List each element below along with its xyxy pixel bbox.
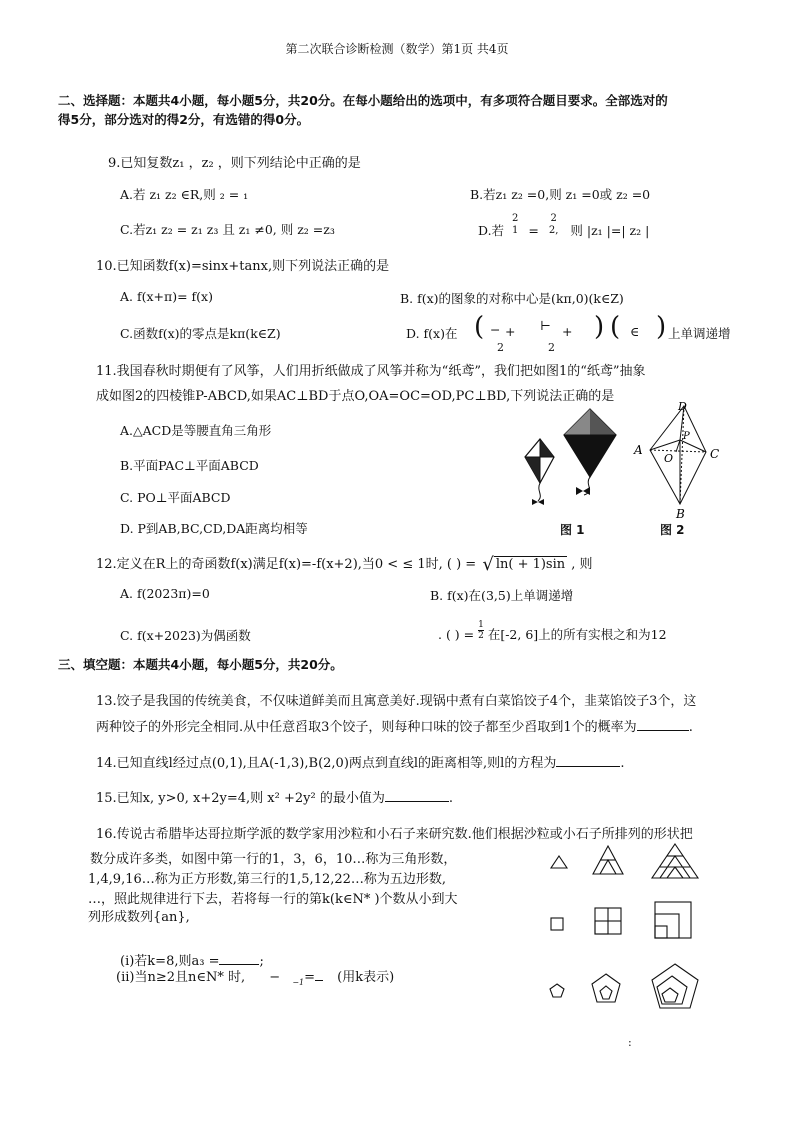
q11-option-a: A.△ACD是等腰直角三角形 [120, 423, 272, 438]
q10-d-paren2-left: ( [610, 312, 621, 342]
page-header: 第二次联合诊断检测（数学）第1页 共4页 [285, 42, 509, 56]
q15-answer-blank[interactable] [385, 789, 449, 802]
big-kite [564, 409, 616, 495]
q16-part2-text: (ii)当n≥2且n∈N* 时, [116, 970, 246, 985]
figurate-numbers-figure [540, 840, 720, 1030]
q16-part1-blank[interactable] [219, 952, 259, 965]
q10-d-bar: ⊢ [540, 318, 551, 333]
q16-line3: 1,4,9,16…称为正方形数,第三行的1,5,12,22…称为五边形数, [88, 872, 447, 887]
q9-d-fraction-1 [512, 213, 518, 237]
pentagon-2 [592, 974, 620, 1002]
fig2-label-a: A [634, 443, 643, 457]
q12-d-prefix: . ( ) = [438, 627, 475, 642]
square-1 [551, 918, 563, 930]
pentagon-3 [652, 964, 698, 1008]
q16-part2-note: (用k表示) [337, 970, 395, 985]
q9-option-b: B.若z₁ z₂ =0,则 z₁ =0或 z₂ =0 [470, 187, 651, 202]
q10-d-plus-2: + [562, 324, 573, 339]
q10-d-element-of: ∈ [630, 324, 640, 339]
q16-line2: 数分成许多类，如图中第一行的1，3，6，10…称为三角形数， [90, 852, 457, 867]
section-3-title: 三、填空题：本题共4小题，每小题5分，共20分。 [58, 657, 343, 672]
q16-line1: 16.传说古希腊毕达哥拉斯学派的数学家用沙粒和小石子来研究数.他们根据沙粒或小石子所排列的形状把 [96, 827, 693, 842]
q9-d-frac1-top: 2 [512, 213, 519, 224]
q13-line2 [96, 716, 693, 735]
q11-option-b: B.平面PAC⊥平面ABCD [120, 458, 259, 473]
q16-line5: 列形成数列{an}, [88, 910, 190, 925]
q14 [96, 752, 624, 771]
section-2-instructions-line2: 得5分，部分选对的得2分，有选错的得0分。 [58, 112, 310, 127]
fig2-label-b: B [676, 507, 685, 520]
triangle-1 [551, 856, 567, 868]
pentagon-1 [550, 984, 564, 997]
q10-option-b: B. f(x)的图象的对称中心是(kπ,0)(k∈Z) [400, 291, 624, 306]
q16-part2-blank[interactable] [315, 970, 323, 981]
fig2-label-d: D [678, 400, 687, 413]
fig2-label-p: P [683, 431, 690, 442]
figure-2-pyramid [620, 400, 728, 520]
q14-text: 14.已知直线l经过点(0,1),且A(-1,3),B(2,0)两点到直线l的距离相等,则l的方程为 [96, 756, 557, 771]
q14-end: . [620, 756, 625, 771]
q10-d-paren-right: ) [594, 312, 605, 342]
q10-d-sub-1: 2 [497, 341, 504, 354]
q10-option-d-prefix: D. f(x)在 [406, 326, 458, 341]
q9-option-a: A.若 z₁ z₂ ∈R,则 ₂ = ₁ [120, 187, 249, 202]
q13-line1: 13.饺子是我国的传统美食，不仅味道鲜美而且寓意美好.现锅中煮有白菜馅饺子4个，韭菜馅饺子3个，这 [96, 694, 697, 709]
q16-part2-minus: − [269, 970, 281, 985]
q10-d-post: 上单调递增 [668, 326, 731, 341]
q9-stem: 9.已知复数z₁ ，z₂ ，则下列结论中正确的是 [108, 156, 361, 171]
stray-mark: : [628, 1036, 632, 1049]
q12-option-d [438, 620, 667, 641]
q11-option-d: D. P到AB,BC,CD,DA距离均相等 [120, 521, 308, 536]
fig2-label-c: C [710, 447, 720, 461]
fig2-label-o: O [664, 452, 674, 465]
q9-d-fraction-2 [549, 213, 559, 237]
q12-d-half-bot: 2 [478, 631, 484, 641]
q12-stem-prefix: 12.定义在R上的奇函数f(x)满足f(x)=-f(x+2),当0 < ≤ 1时, ( ) = [96, 557, 477, 572]
q16-part2 [116, 966, 394, 985]
q12-stem-suffix: , 则 [571, 557, 593, 572]
section-2-instructions-line1: 二、选择题：本题共4小题，每小题5分，共20分。在每小题给出的选项中，有多项符合题目要求。全部选对的 [58, 93, 668, 108]
q12-option-b: B. f(x)在(3,5)上单调递增 [430, 588, 574, 603]
q10-d-paren2-right: ) [656, 312, 667, 342]
q15 [96, 787, 453, 806]
q16-line4: …，照此规律进行下去，若将每一行的第k(k∈N* )个数从小到大 [88, 892, 458, 907]
q9-d-post: 则 |z₁ |=| z₂ | [570, 222, 650, 238]
q12-d-half [478, 620, 484, 641]
q15-end: . [448, 791, 453, 806]
sqrt-icon: √ [482, 554, 494, 575]
q13-answer-blank[interactable] [637, 718, 689, 731]
q12-option-a: A. f(2023π)=0 [120, 586, 210, 601]
q16-part1-text: (i)若k=8,则a₃ = [120, 954, 220, 969]
triangle-2 [593, 846, 623, 874]
q12-sqrt [482, 552, 567, 573]
q9-d-frac2-bot: 2, [548, 225, 559, 236]
q10-option-a: A. f(x+π)= f(x) [120, 289, 213, 304]
q9-option-d [478, 213, 649, 237]
q10-d-paren-left: ( [474, 312, 485, 342]
q10-stem: 10.已知函数f(x)=sinx+tanx,则下列说法正确的是 [96, 259, 390, 274]
triangle-3 [652, 844, 698, 878]
q9-d-prefix: D.若 [478, 222, 505, 238]
figure-1-kites [512, 405, 632, 515]
small-kite [525, 439, 554, 505]
q13-end: . [688, 720, 693, 735]
q10-d-sub-2: 2 [548, 341, 555, 354]
square-3 [655, 902, 691, 938]
q15-text: 15.已知x, y>0, x+2y=4,则 x² +2y² 的最小值为 [96, 791, 385, 806]
figure-2-caption: 图 2 [660, 523, 685, 537]
q9-option-c: C.若z₁ z₂ = z₁ z₃ 且 z₁ ≠0, 则 z₂ =z₃ [120, 222, 335, 237]
q11-option-c: C. PO⊥平面ABCD [120, 490, 231, 505]
square-2 [595, 908, 621, 934]
q12-d-post: 在[-2, 6]上的所有实根之和为12 [487, 627, 667, 642]
q10-option-c: C.函数f(x)的零点是kπ(k∈Z) [120, 326, 281, 341]
q10-d-plus-1: + [505, 324, 516, 339]
q10-d-minus: − [490, 322, 501, 337]
q11-stem-line1: 11.我国春秋时期便有了风筝，人们用折纸做成了风筝并称为“纸鸢”，我们把如图1的“纸鸢”抽象 [96, 364, 646, 379]
q9-d-frac2-top: 2 [550, 213, 557, 224]
q12-sqrt-content: ln( + 1)sin [495, 557, 566, 572]
q12-stem [96, 552, 593, 573]
q14-answer-blank[interactable] [556, 754, 620, 767]
q12-option-c: C. f(x+2023)为偶函数 [120, 628, 251, 643]
q9-d-frac1-bot: 1 [512, 225, 519, 236]
q11-stem-line2: 成如图2的四棱锥P-ABCD,如果AC⊥BD于点O,OA=OC=OD,PC⊥BD,下列说法正确的是 [96, 389, 615, 404]
q16-part2-sub: −1 [292, 978, 305, 987]
figure-1-caption: 图 1 [560, 523, 585, 537]
q9-d-eq: = [528, 222, 539, 238]
q13-line2-text: 两种饺子的外形完全相同.从中任意舀取3个饺子，则每种口味的饺子都至少舀取到1个的概率为 [96, 720, 637, 735]
q16-part1-end: ; [259, 954, 264, 969]
q16-part2-eq: = [304, 970, 316, 985]
q12-d-half-top: 1 [478, 620, 484, 630]
